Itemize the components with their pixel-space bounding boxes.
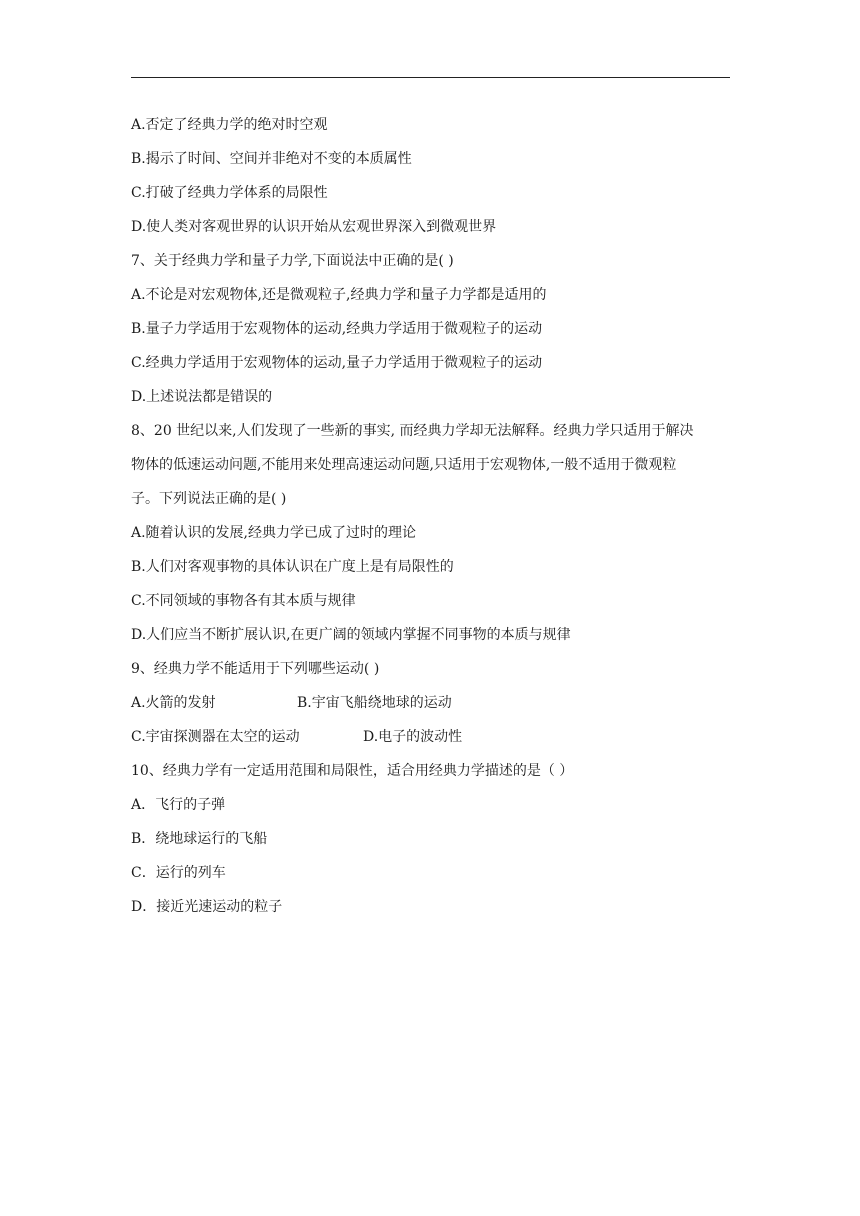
q6-option-d: D.使人类对客观世界的认识开始从宏观世界深入到微观世界 [131, 219, 497, 235]
q6-option-b: B.揭示了时间、空间并非绝对不变的本质属性 [131, 151, 412, 167]
q7-option-b: B.量子力学适用于宏观物体的运动,经典力学适用于微观粒子的运动 [131, 321, 543, 337]
header-rule [131, 77, 730, 78]
q6-option-a: A.否定了经典力学的绝对时空观 [131, 117, 328, 133]
question-9 [131, 652, 741, 754]
q7-option-d: D.上述说法都是错误的 [131, 389, 273, 405]
question-7 [131, 244, 741, 414]
q10-option-a: A．飞行的子弹 [131, 797, 226, 813]
q7-option-a: A.不论是对宏观物体,还是微观粒子,经典力学和量子力学都是适用的 [131, 287, 547, 303]
question-6-options [131, 108, 741, 244]
q8-option-c: C.不同领域的事物各有其本质与规律 [131, 593, 356, 609]
q9-option-c: C.宇宙探测器在太空的运动 [131, 729, 300, 745]
q9-options-row-2 [131, 720, 741, 754]
q9-stem: 9、经典力学不能适用于下列哪些运动( ) [131, 661, 380, 677]
q10-option-b: B．绕地球运行的飞船 [131, 831, 268, 847]
q9-option-b: B.宇宙飞船绕地球的运动 [297, 695, 452, 711]
question-content [131, 108, 741, 924]
q8-option-b: B.人们对客观事物的具体认识在广度上是有局限性的 [131, 559, 454, 575]
q9-option-a: A.火箭的发射 [131, 695, 216, 711]
q7-stem: 7、关于经典力学和量子力学,下面说法中正确的是( ) [131, 253, 454, 269]
q8-stem-line-1: 8、20 世纪以来,人们发现了一些新的事实, 而经典力学却无法解释。经典力学只适用于解决 [131, 423, 694, 439]
q8-stem-line-2: 物体的低速运动问题,不能用来处理高速运动问题,只适用于宏观物体,一般不适用于微观粒 [131, 457, 677, 473]
q10-option-d: D．接近光速运动的粒子 [131, 899, 283, 915]
q8-option-d: D.人们应当不断扩展认识,在更广阔的领域内掌握不同事物的本质与规律 [131, 627, 571, 643]
question-8 [131, 414, 741, 652]
q10-option-c: C．运行的列车 [131, 865, 226, 881]
q9-option-d: D.电子的波动性 [363, 729, 463, 745]
q7-option-c: C.经典力学适用于宏观物体的运动,量子力学适用于微观粒子的运动 [131, 355, 543, 371]
question-10 [131, 754, 741, 924]
q10-stem: 10、经典力学有一定适用范围和局限性，适合用经典力学描述的是（ ） [131, 763, 574, 779]
q8-stem-line-3: 子。下列说法正确的是( ) [131, 491, 287, 507]
q6-option-c: C.打破了经典力学体系的局限性 [131, 185, 328, 201]
q9-options-row-1 [131, 686, 741, 720]
q8-option-a: A.随着认识的发展,经典力学已成了过时的理论 [131, 525, 417, 541]
